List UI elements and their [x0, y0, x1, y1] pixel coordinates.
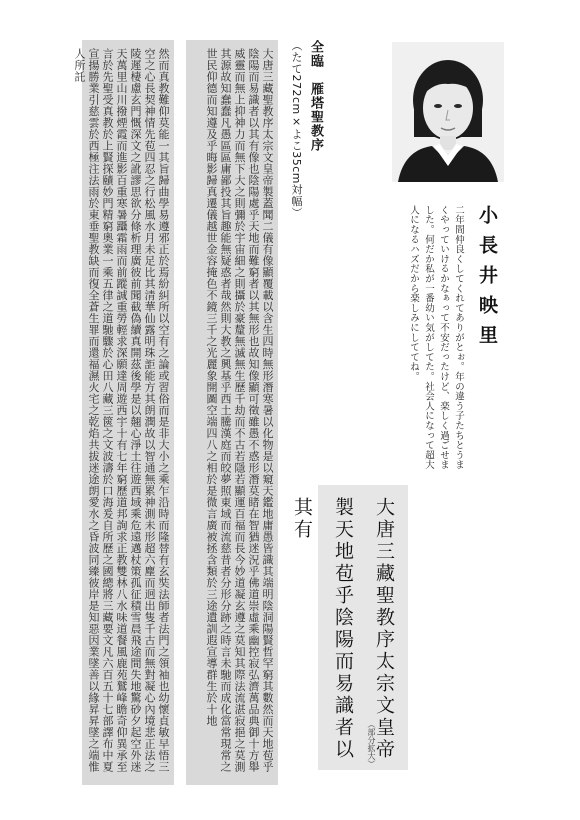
calligraphy-scroll-right [186, 40, 278, 785]
portrait-illustration [392, 42, 504, 182]
work-size-note: （たて272cm×よこ35cm対幅） [290, 40, 303, 219]
detail-text: 大唐三藏聖教序太宗文皇帝製天地苞乎陰陽而易識者以其有 [291, 497, 395, 761]
detail-note: （部分拡大） [367, 720, 376, 768]
calligraphy-scroll-left [73, 40, 174, 785]
student-portrait [392, 42, 504, 182]
work-title: 全臨 雁塔聖教序 [308, 40, 323, 152]
work-caption [287, 40, 325, 340]
calligraphy-detail [291, 485, 408, 770]
student-name: 小長井映里 [476, 205, 498, 355]
student-message: 二年間仲良くしてくれてありがとぉ。年の違う子たちとうまくやっていけるかなぁって不安だったけど、楽しく過ごせました。何だか私が一番幼い気がしてた。社会人になって超大人になるハズだから楽しみにしててね。 [408, 205, 464, 470]
scroll-left-text: 然而真教難仰莫能一其旨歸曲學易遵邪正於焉紛糾所以空有之論或習俗而是非大小之乘乍沿時而隆替有玄奘法師者法門之領袖也幼懷貞敏早悟三空之心長契神情先苞四忍之行松風水月未足比其清華仙露明珠詎能方其朗潤故以智通無累神測未形超六塵而迥出隻千古而無對凝心內境悲正法之陵遲棲慮玄門慨深文之訛謬思欲分條析理廣彼前聞截偽續真開茲後學是以翹心淨土往遊西域乘危遠邁杖策孤征積雪晨飛途間失地驚砂夕起空外迷天萬里山川撥煙霞而進影百重寒暑躡霜雨而前蹤誠重勞輕求深願達周遊西宇十有七年窮歷道邦詢求正教雙林八水味道餐風鹿苑鷲峰瞻奇仰異承至言於先聖受真教於上賢探賾妙門精窮奧業一乘五律之道馳驟於心田八藏三篋之文波濤於口海爰自所歷之國總將三藏要文凡六百五十七部譯布中夏宣揚勝業引慈雲於西極注法雨於東垂聖教缺而復全蒼生罪而還福濕火宅之乾焰共拔迷途朗愛水之昏波同臻彼岸是知惡因業墜善以緣昇昇墜之端惟人所託 [73, 48, 170, 773]
scroll-right-text: 大唐三藏聖教序太宗文皇帝製蓋聞二儀有像顯覆載以含生四時無形潛寒暑以化物是以窺天鑑地庸愚皆識其端明陰洞陽賢哲罕窮其數然而天地苞乎陰陽而易識者以其有像也陰陽處乎天地而難窮者以其無形也故知像顯可徵雖愚不惑形潛莫睹在智猶迷況乎佛道崇虛乘幽控寂弘濟萬品典御十方舉威靈而無上抑神力而無下大之則彌於宇宙細之則攝於豪釐無滅無生歷千劫而不古若隱若顯運百福而長今妙道凝玄遵之莫知其際法流湛寂挹之莫測其源故知蠢蠢凡愚區區庸鄙投其旨趣能無疑惑者哉然則大教之興基乎西土騰漢庭而皎夢照東域而流慈昔者分形分跡之時言未馳而成化當常現常之世民仰德而知遵及乎晦影歸真遷儀越世金容掩色不鏡三千之光麗象開圖空端四八之相於是微言廣被拯含類於三途遺訓遐宣導群生於十地 [205, 48, 274, 773]
